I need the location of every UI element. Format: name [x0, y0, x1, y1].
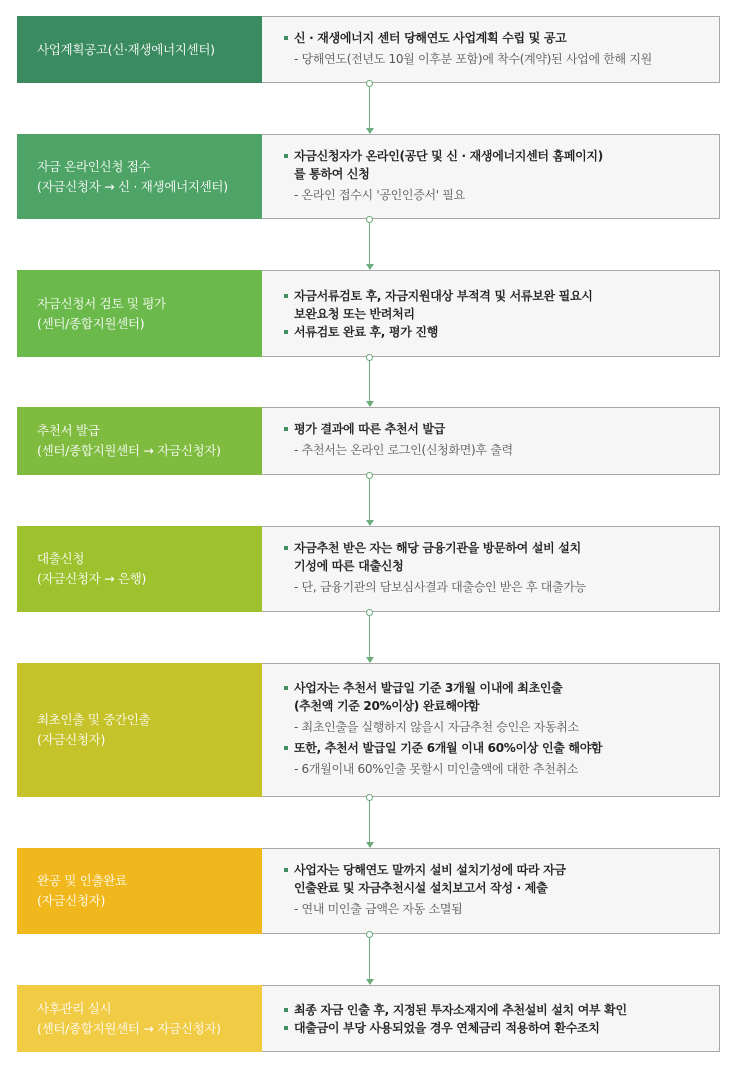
bullet-text: 사업자는 추천서 발급일 기준 3개월 이내에 최초인출 — [294, 681, 563, 695]
step-details — [262, 270, 720, 357]
step-actor: (자금신청자) — [37, 893, 106, 908]
step-title: 완공 및 인출완료 — [37, 873, 127, 888]
step-actor: (센터/종합지원센터 → 자금신청자) — [37, 1020, 221, 1036]
step-details — [262, 134, 720, 219]
step-title: 자금 온라인신청 접수 — [37, 158, 151, 174]
step-details — [262, 985, 720, 1052]
step-2 — [17, 134, 720, 219]
flow-arrow — [365, 83, 375, 134]
step-6 — [17, 663, 720, 797]
detail-bullet — [284, 287, 705, 323]
bullet-text: 기성에 따른 대출신청 — [294, 559, 404, 573]
connector-line — [369, 797, 370, 843]
detail-note: - 단, 금융기관의 담보심사결과 대출승인 받은 후 대출가능 — [294, 580, 586, 594]
bullet-text: 사업자는 당해연도 말까지 설비 설치기성에 따라 자금 — [294, 863, 566, 877]
bullet-text: 자금추천 받은 자는 해당 금융기관을 방문하여 설비 설치 — [294, 541, 581, 555]
step-details — [262, 663, 720, 797]
step-actor: (센터/종합지원센터 → 자금신청자) — [37, 443, 221, 458]
step-label — [17, 985, 262, 1052]
detail-note: - 당해연도(전년도 10월 이후분 포함)에 착수(계약)된 사업에 한해 지원 — [294, 51, 652, 66]
step-title: 최초인출 및 중간인출 — [37, 712, 151, 727]
step-label — [17, 663, 262, 797]
detail-bullet — [284, 29, 705, 47]
connector-dot-icon — [366, 472, 373, 479]
step-title: 사업계획공고(신·재생에너지센터) — [37, 41, 215, 57]
step-details — [262, 16, 720, 83]
bullet-text: 신 · 재생에너지 센터 당해연도 사업계획 수립 및 공고 — [294, 30, 567, 45]
detail-bullet — [284, 323, 705, 341]
flow-arrow — [365, 357, 375, 407]
detail-bullet — [284, 1019, 705, 1037]
step-details — [262, 526, 720, 612]
connector-dot-icon — [366, 80, 373, 87]
step-label — [17, 134, 262, 219]
bullet-text: 대출금이 부당 사용되었을 경우 연체금리 적용하여 환수조치 — [294, 1020, 600, 1035]
bullet-text: 를 통하여 신청 — [294, 166, 370, 181]
bullet-text: 평가 결과에 따른 추천서 발급 — [294, 422, 446, 436]
connector-dot-icon — [366, 931, 373, 938]
connector-dot-icon — [366, 794, 373, 801]
detail-bullet — [284, 1001, 705, 1019]
bullet-text: 자금서류검토 후, 자금지원대상 부적격 및 서류보완 필요시 — [294, 288, 593, 303]
detail-note: - 추천서는 온라인 로그인(신청화면)후 출력 — [294, 443, 513, 457]
step-1 — [17, 16, 720, 83]
connector-line — [369, 475, 370, 521]
step-label — [17, 526, 262, 612]
detail-note: - 온라인 접수시 '공인인증서' 필요 — [294, 187, 465, 202]
flow-arrow — [365, 612, 375, 663]
step-8 — [17, 985, 720, 1052]
bullet-text: 자금신청자가 온라인(공단 및 신 · 재생에너지센터 홈페이지) — [294, 148, 603, 163]
connector-line — [369, 219, 370, 265]
step-title: 자금신청서 검토 및 평가 — [37, 295, 166, 311]
step-3 — [17, 270, 720, 357]
step-label — [17, 270, 262, 357]
step-title: 대출신청 — [37, 551, 85, 566]
detail-note: - 최초인출을 실행하지 않을시 자금추천 승인은 자동취소 — [294, 720, 579, 734]
bullet-text: 보완요청 또는 반려처리 — [294, 306, 415, 321]
detail-bullet — [284, 420, 705, 438]
bullet-text: 또한, 추천서 발급일 기준 6개월 이내 60%이상 인출 해야함 — [294, 741, 603, 755]
detail-note: - 연내 미인출 금액은 자동 소멸됨 — [294, 902, 463, 916]
step-title: 사후관리 실시 — [37, 1000, 112, 1016]
connector-dot-icon — [366, 354, 373, 361]
step-4 — [17, 407, 720, 475]
step-label — [17, 848, 262, 934]
connector-line — [369, 83, 370, 129]
bullet-text: 서류검토 완료 후, 평가 진행 — [294, 324, 438, 339]
step-details — [262, 848, 720, 934]
step-5 — [17, 526, 720, 612]
detail-bullet — [284, 679, 705, 715]
connector-dot-icon — [366, 216, 373, 223]
bullet-text: (추천액 기준 20%이상) 완료해야함 — [294, 699, 480, 713]
connector-line — [369, 612, 370, 658]
detail-bullet — [284, 861, 705, 897]
step-actor: (자금신청자 → 은행) — [37, 571, 147, 586]
bullet-text: 인출완료 및 자금추천시설 설치보고서 작성 · 제출 — [294, 881, 548, 895]
step-actor: (자금신청자) — [37, 732, 106, 747]
flow-arrow — [365, 797, 375, 848]
detail-bullet — [284, 739, 705, 757]
step-7 — [17, 848, 720, 934]
step-actor: (센터/종합지원센터) — [37, 315, 145, 331]
connector-line — [369, 934, 370, 980]
bullet-text: 최종 자금 인출 후, 지정된 투자소재지에 추천설비 설치 여부 확인 — [294, 1002, 627, 1017]
flow-arrow — [365, 219, 375, 270]
flow-arrow — [365, 475, 375, 526]
connector-line — [369, 357, 370, 402]
step-actor: (자금신청자 → 신 · 재생에너지센터) — [37, 178, 228, 194]
detail-note: - 6개월이내 60%인출 못할시 미인출액에 대한 추천취소 — [294, 762, 579, 776]
detail-bullet — [284, 539, 705, 575]
flow-arrow — [365, 934, 375, 985]
step-label — [17, 16, 262, 83]
detail-bullet — [284, 147, 705, 183]
connector-dot-icon — [366, 609, 373, 616]
step-title: 추천서 발급 — [37, 423, 100, 438]
step-details — [262, 407, 720, 475]
step-label — [17, 407, 262, 475]
